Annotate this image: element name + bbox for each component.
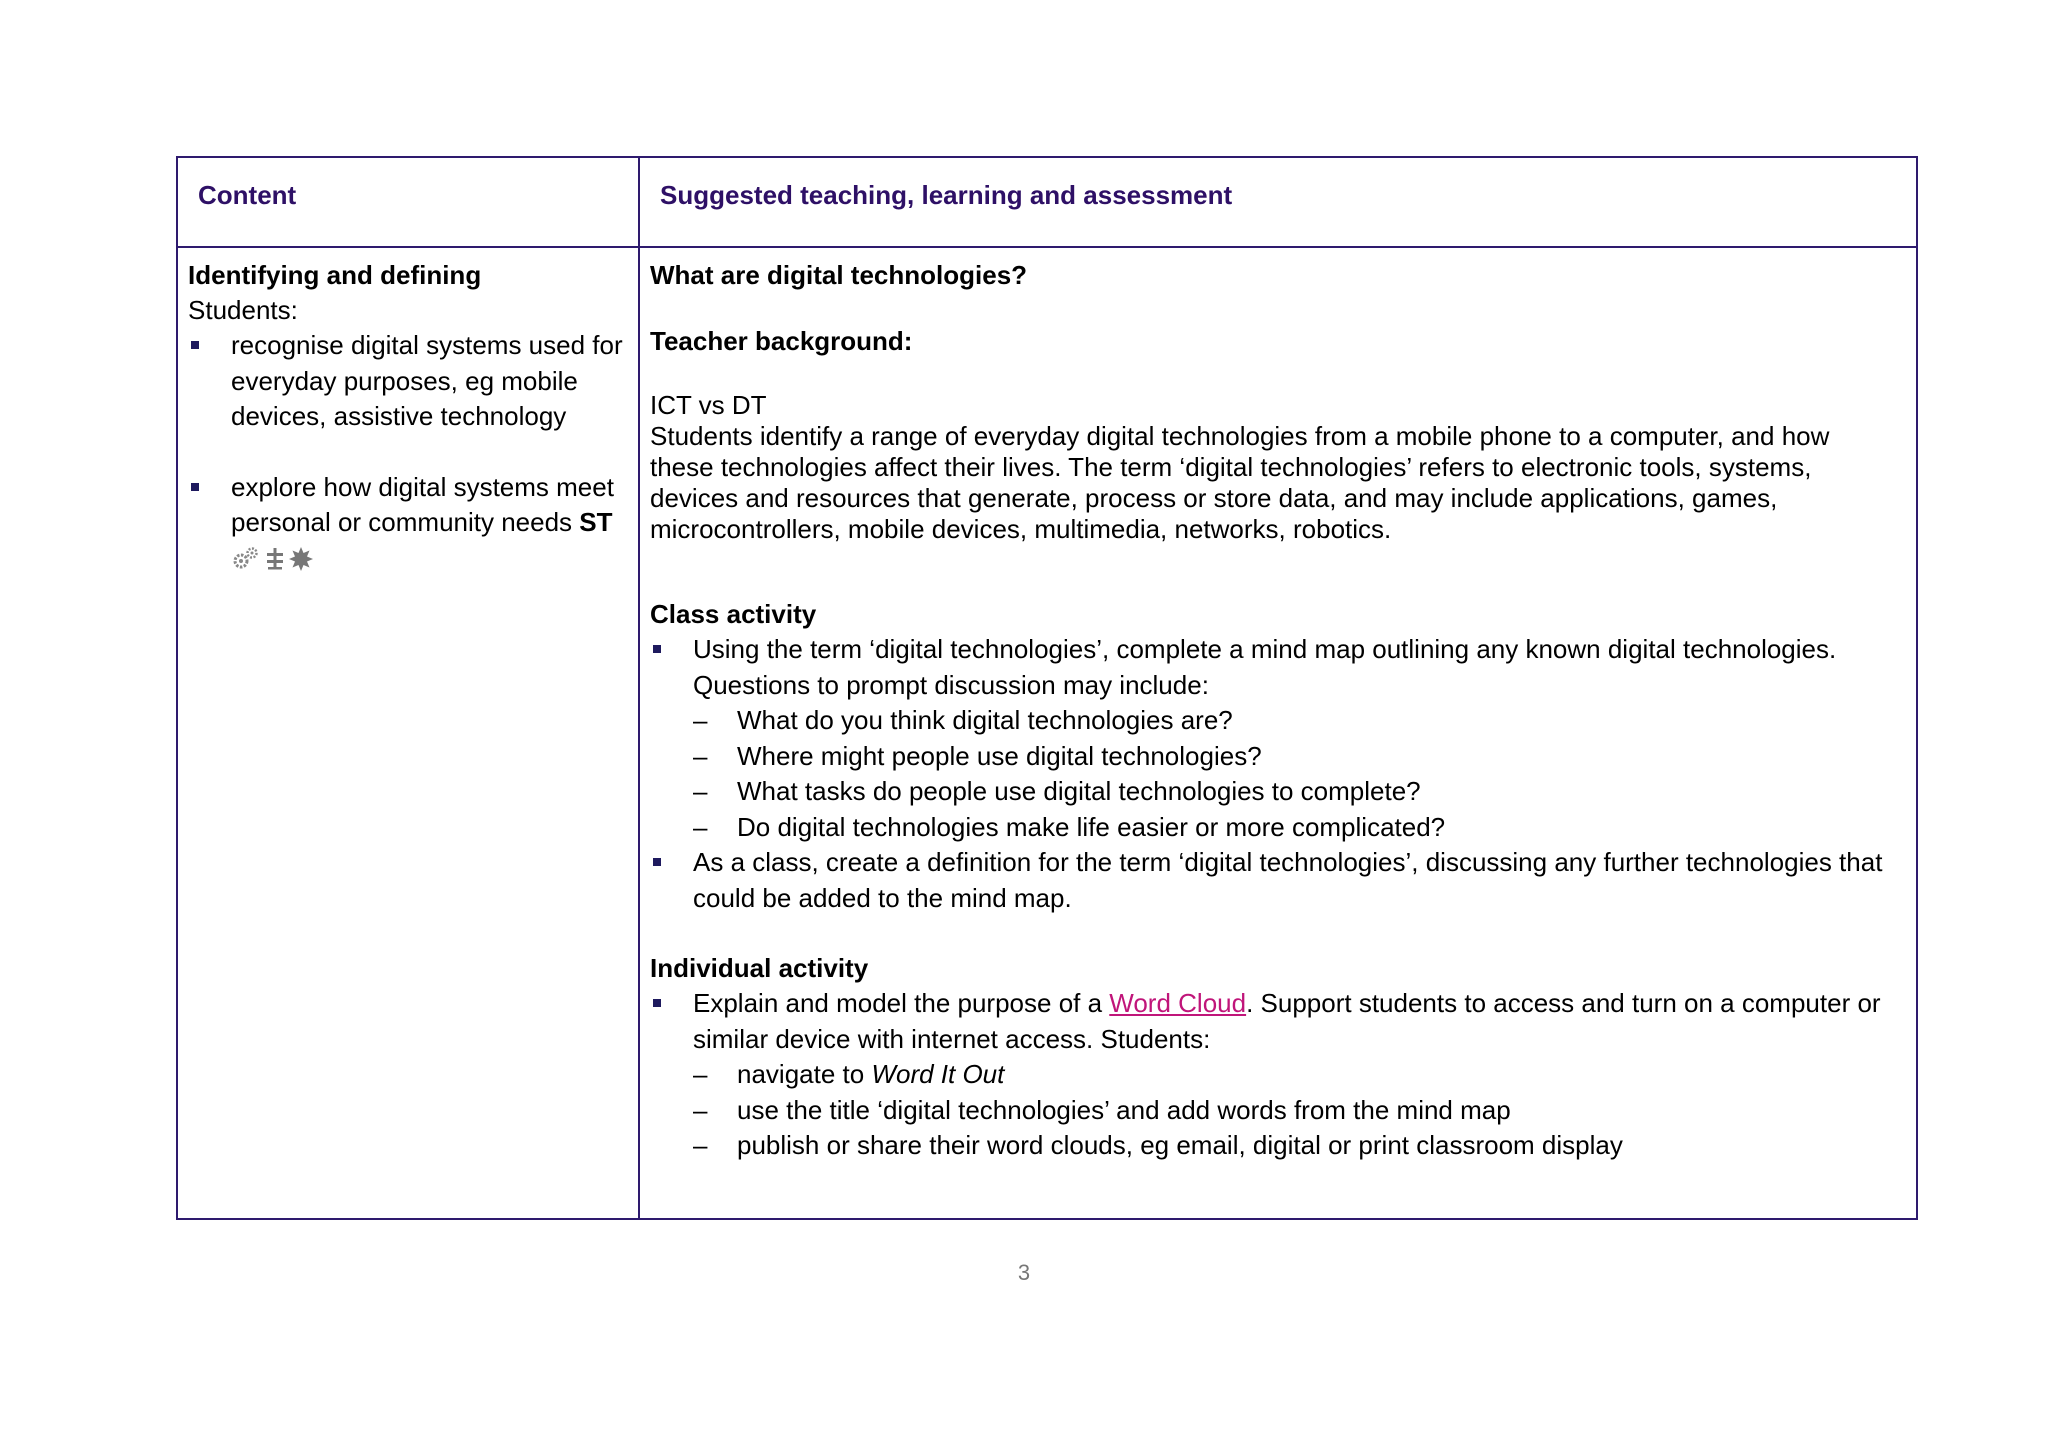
class-activity-item-term: ‘digital technologies’ xyxy=(869,634,1103,664)
outcome-text: recognise digital systems used for everyday purposes, eg mobile devices, assistive technology xyxy=(231,330,623,431)
dash-marker: – xyxy=(693,1130,708,1160)
class-activity-item xyxy=(650,632,1896,845)
learning-across-curriculum-icons xyxy=(188,541,628,581)
discussion-question xyxy=(693,810,1896,846)
list-gap xyxy=(188,435,628,470)
student-step xyxy=(693,1128,1896,1164)
bullet-square xyxy=(653,999,661,1007)
spacer xyxy=(650,359,1896,390)
discussion-question xyxy=(693,703,1896,739)
individual-activity-item xyxy=(650,986,1896,1164)
discussion-question xyxy=(693,774,1896,810)
bullet-square xyxy=(653,645,661,653)
class-activity-heading: Class activity xyxy=(650,599,817,629)
spacer xyxy=(650,293,1896,324)
ict-vs-dt-label: ICT vs DT xyxy=(650,390,767,420)
student-step xyxy=(693,1093,1896,1129)
content-heading: Identifying and defining xyxy=(188,260,482,290)
student-step xyxy=(693,1057,1896,1093)
content-intro: Students: xyxy=(188,295,298,325)
dash-marker: – xyxy=(693,705,708,735)
student-step-text: publish or share their word clouds, eg email, digital or print classroom display xyxy=(737,1130,1623,1160)
section-title: What are digital technologies? xyxy=(650,260,1028,290)
class-activity-item-text: As a class, create a definition for the term ‘digital technologies’, discussing any further technologies that could be added to the mind map. xyxy=(693,847,1883,913)
header-suggested-cell xyxy=(640,158,1916,248)
sun-icon xyxy=(289,545,313,576)
header-content-label: Content xyxy=(198,180,297,210)
content-column xyxy=(178,248,640,1218)
dash-marker: – xyxy=(693,1094,708,1125)
individual-activity-heading: Individual activity xyxy=(650,953,869,983)
discussion-question-text: Do digital technologies make life easier or more complicated? xyxy=(737,811,1446,842)
teacher-background-heading: Teacher background: xyxy=(650,326,913,356)
dash-marker: – xyxy=(693,811,708,842)
discussion-question-text: Where might people use digital technologies? xyxy=(737,740,1262,771)
bullet-square xyxy=(653,858,661,866)
individual-activity-list xyxy=(650,986,1896,1164)
spacer xyxy=(650,545,1896,597)
discussion-question-list xyxy=(693,703,1896,845)
dash-marker: – xyxy=(693,776,708,806)
outcome-list xyxy=(188,328,628,541)
student-step-text: use the title ‘digital technologies’ and add words from the mind map xyxy=(737,1094,1511,1125)
outcome-text: explore how digital systems meet personal or community needs xyxy=(231,471,614,537)
outcome-item xyxy=(188,328,628,435)
individual-activity-suffix: . Support students to access and turn on a computer or similar device with internet access. Students: xyxy=(693,988,1881,1054)
word-cloud-link[interactable]: Word Cloud xyxy=(1109,988,1247,1018)
balance-icon xyxy=(265,545,285,576)
discussion-question-text: What tasks do people use digital technologies to complete? xyxy=(737,776,1421,806)
discussion-question xyxy=(693,739,1896,775)
class-activity-item-prefix: Using the term xyxy=(693,634,870,664)
background-paragraph: Students identify a range of everyday digital technologies from a mobile phone to a computer, and how these technologies affect their lives. The term ‘digital technologies’ refers to electronic tools, systems, devices and resources that generate, process or store data, and may include applications, games, microcontrollers, mobile devices, multimedia, networks, robotics. xyxy=(650,421,1830,544)
content-table xyxy=(176,156,1918,1220)
student-steps-list xyxy=(693,1057,1896,1164)
header-suggested-label: Suggested teaching, learning and assessment xyxy=(660,180,1233,210)
word-it-out-title: Word It Out xyxy=(871,1059,1005,1089)
outcome-item xyxy=(188,470,628,541)
class-activity-list xyxy=(650,632,1896,916)
discussion-question-text: What do you think digital technologies are? xyxy=(737,705,1233,735)
student-step-text: navigate to xyxy=(737,1059,872,1089)
page-number: 3 xyxy=(1017,1260,1031,1285)
gears-icon xyxy=(231,545,261,576)
class-activity-item-suffix: , complete a mind map outlining any known digital technologies. Questions to prompt discussion may include: xyxy=(693,634,1837,700)
bullet-square xyxy=(191,483,199,491)
dash-marker: – xyxy=(693,1059,708,1089)
teaching-column xyxy=(640,248,1916,1218)
individual-activity-prefix: Explain and model the purpose of a xyxy=(693,988,1110,1018)
header-content-cell xyxy=(178,158,640,248)
spacer xyxy=(650,916,1896,951)
outcome-tag: ST xyxy=(579,507,613,537)
bullet-square xyxy=(191,341,199,349)
class-activity-item xyxy=(650,845,1896,916)
dash-marker: – xyxy=(693,740,708,771)
